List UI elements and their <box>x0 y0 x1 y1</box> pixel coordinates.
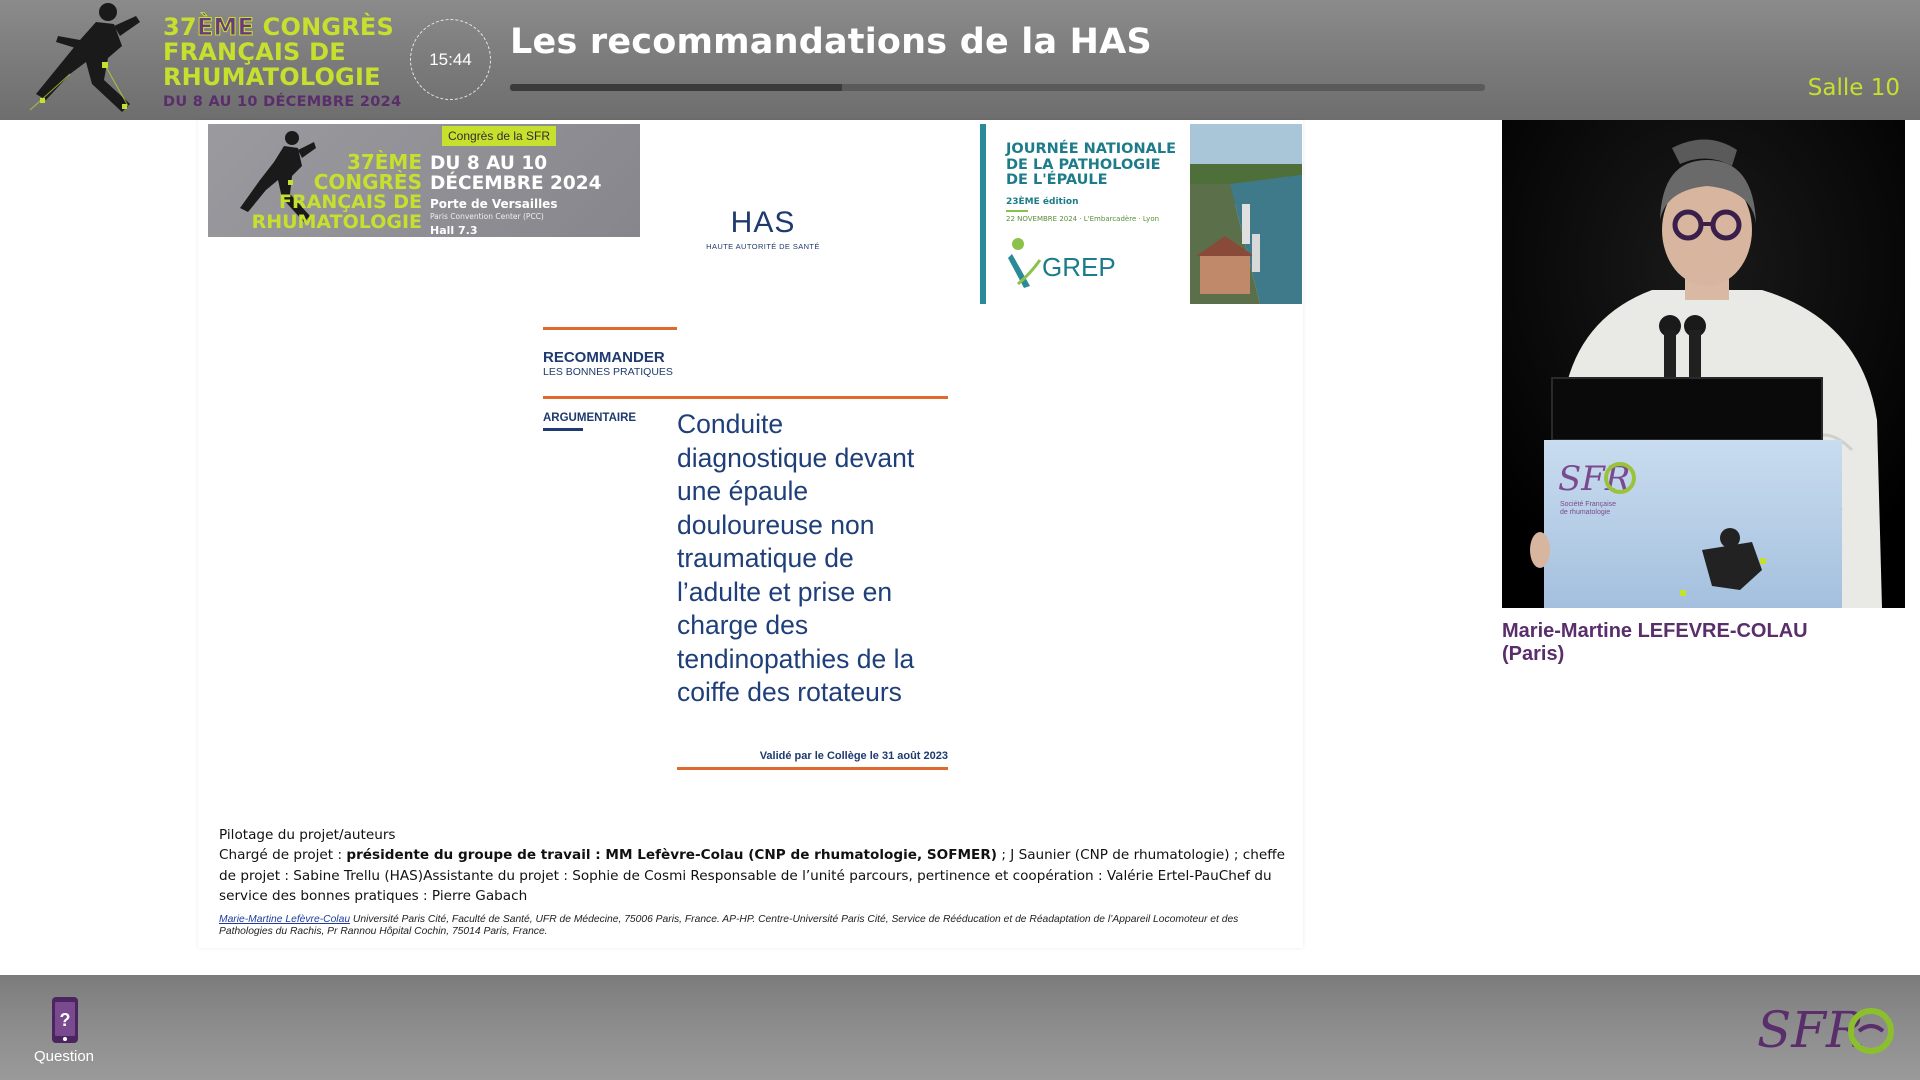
banner-dates-1: DU 8 AU 10 <box>430 153 548 174</box>
footer-bar <box>0 975 1920 1080</box>
banner-line3: FRANÇAIS DE <box>279 191 422 213</box>
grep-logo-text: GREP <box>1042 252 1116 282</box>
grep-banner <box>980 124 1302 304</box>
sfr-logo <box>1755 995 1895 1065</box>
doc-title-line: une épaule <box>677 476 809 506</box>
doc-title-line: Conduite <box>677 409 784 439</box>
lectern-sub2: de rhumatologie <box>1560 509 1611 516</box>
banner-tag: Congrès de la SFR <box>442 126 556 146</box>
grep-photo-lyon <box>1190 124 1302 304</box>
banner-dates-2: DÉCEMBRE 2024 <box>430 173 602 194</box>
banner-line4: RHUMATOLOGIE <box>251 211 422 233</box>
doc-bottom-rule <box>677 767 948 770</box>
grep-date-place: 22 NOVEMBRE 2024 · L'Embarcadère · Lyon <box>1006 214 1160 223</box>
congress-logo-line2: FRANÇAIS DE <box>163 38 346 66</box>
question-label: Question <box>33 1048 95 1065</box>
svg-text:?: ? <box>59 1010 71 1030</box>
congress-logo-line1: 37ÈME CONGRÈS <box>163 13 395 41</box>
speaker-name-line1: Marie-Martine LEFEVRE-COLAU <box>1502 620 1808 642</box>
doc-mid-rule <box>543 396 948 399</box>
lectern-logo: SFR <box>1558 459 1631 499</box>
banner-venue: Porte de Versailles <box>430 197 558 211</box>
lectern-sub1: Société Française <box>1560 501 1617 508</box>
speaker-video <box>1502 120 1905 608</box>
clock-time: 15:44 <box>429 49 472 69</box>
doc-title-line: traumatique de <box>677 543 854 573</box>
question-button[interactable] <box>26 995 102 1067</box>
grep-edition: 23ÈME édition <box>1006 196 1079 207</box>
phone-question-icon <box>50 995 80 1045</box>
doc-title <box>677 408 967 710</box>
congress-logo <box>163 15 403 110</box>
speaker-video-frame <box>1502 120 1905 608</box>
congress-banner <box>208 124 640 237</box>
banner-line2: CONGRÈS <box>313 170 422 194</box>
grep-divider <box>1006 210 1028 212</box>
has-logo-subtitle: HAUTE AUTORITÉ DE SANTÉ <box>706 242 820 251</box>
speaker-name-line2: (Paris) <box>1502 643 1565 665</box>
presentation-slide <box>198 120 1303 948</box>
congress-dates: DU 8 AU 10 DÉCEMBRE 2024 <box>163 94 402 110</box>
session-title: Les recommandations de la HAS <box>510 22 1152 62</box>
congress-logo-line3: RHUMATOLOGIE <box>163 63 381 91</box>
banner-congress-name <box>232 152 422 232</box>
session-progress-fill <box>510 84 842 91</box>
doc-title-line: l’adulte et prise en <box>677 576 893 607</box>
doc-title-line: coiffe des rotateurs <box>677 677 902 707</box>
grep-banner-text <box>1006 142 1186 223</box>
session-progress-bar <box>510 84 1485 91</box>
doc-argumentaire-underline <box>543 428 583 431</box>
grep-title-1: JOURNÉE NATIONALE <box>1006 141 1176 157</box>
authors-text: Chargé de projet : présidente du groupe de travail : MM Lefèvre-Colau (CNP de rhumatologie, SOFMER) ; J Saunier (CNP de rhumatologie) ; cheffe de projet : Sabine Trellu (HAS)Assistante du projet : Sophie de Cosmi Responsable de l’unité parcours, pertinence et coopération : Valérie Ertel-PauChef du service des bonnes pratiques : Pierre Gabach <box>219 847 1285 904</box>
banner-hall: Hall 7.3 <box>430 224 478 237</box>
grep-logo <box>1006 234 1126 294</box>
session-clock <box>410 19 491 100</box>
room-label: Salle 10 <box>1807 75 1900 101</box>
has-logo <box>698 208 828 251</box>
doc-bonnes-pratiques: LES BONNES PRATIQUES <box>543 366 673 378</box>
doc-title-line: tendinopathies de la <box>677 643 915 674</box>
banner-line1: 37ÈME <box>346 150 422 174</box>
banner-details <box>430 154 635 237</box>
doc-title-line: diagnostique devant <box>677 442 915 473</box>
grep-title-2: DE LA PATHOLOGIE <box>1006 156 1161 173</box>
affiliation-name: Marie-Martine Lefèvre-Colau <box>219 914 351 925</box>
authors-heading: Pilotage du projet/auteurs <box>219 827 396 843</box>
header-bar <box>0 0 1920 120</box>
sfr-logo-text: SFR <box>1757 1001 1864 1059</box>
doc-title-line: douloureuse non <box>677 509 875 540</box>
doc-title-line: charge des <box>677 610 809 640</box>
affiliation-text: Marie-Martine Lefèvre-Colau Université Paris Cité, Faculté de Santé, UFR de Médecine, 75006 Paris, France. AP-HP. Centre-Université Paris Cité, Service de Rééducation et de Réadaptation de l’Appareil Locomoteur et des Pathologies du Rachis, Pr Rannou Hôpital Cochin, 75014 Paris, France. <box>219 914 1239 937</box>
banner-venue-sub: Paris Convention Center (PCC) <box>430 212 544 221</box>
doc-top-rule <box>543 327 677 330</box>
speaker-name <box>1502 620 1902 666</box>
grep-title-3: DE L'ÉPAULE <box>1006 172 1108 188</box>
doc-validated-date: Validé par le Collège le 31 août 2023 <box>759 750 948 762</box>
runner-silhouette-logo <box>10 0 150 120</box>
has-logo-mark: HAS <box>730 206 796 239</box>
doc-argumentaire: ARGUMENTAIRE <box>543 412 637 424</box>
authors-block <box>219 825 1289 906</box>
doc-recommander: RECOMMANDER <box>543 349 665 366</box>
